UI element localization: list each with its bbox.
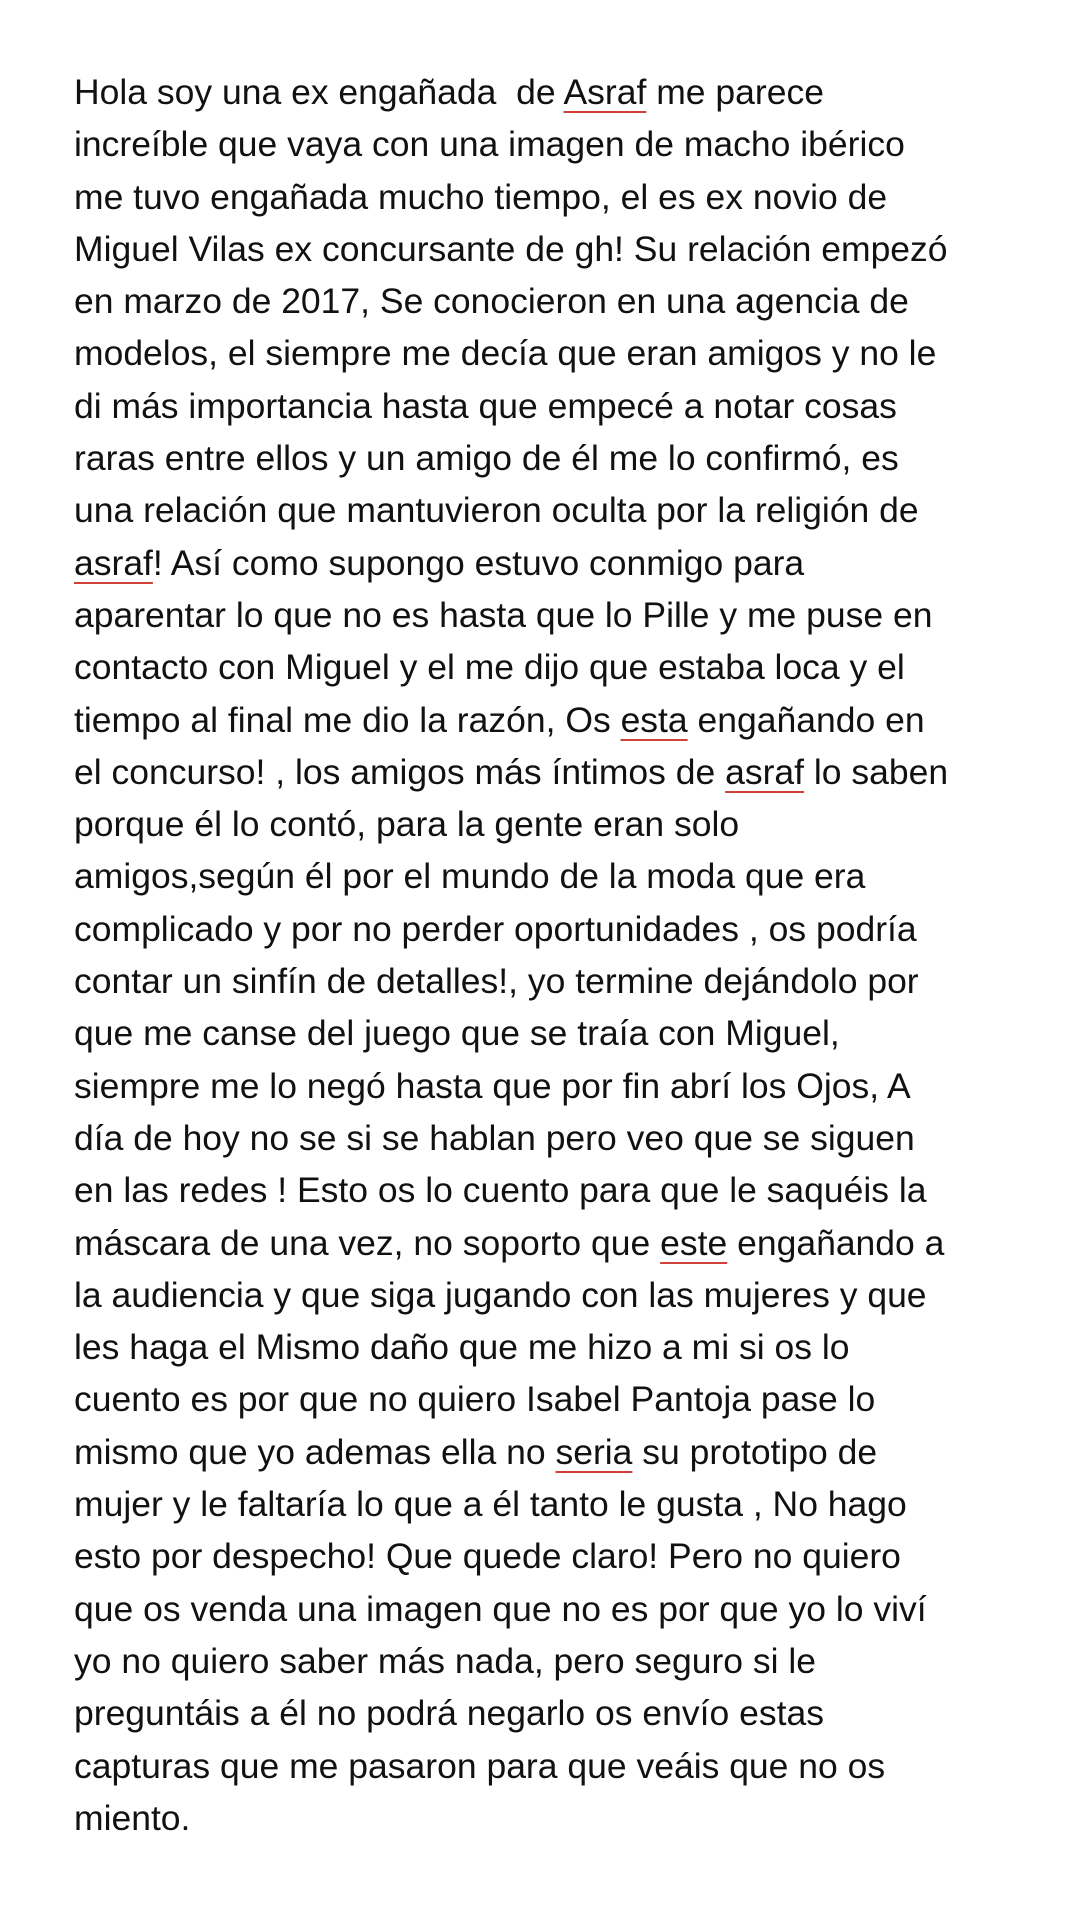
spellcheck-flagged-word: asraf <box>725 751 805 792</box>
text-segment: raras entre ellos y un amigo de él me lo confirmó, es <box>74 438 899 479</box>
text-line <box>74 1112 1034 1164</box>
text-segment: tiempo al final me dio la razón, Os <box>74 699 621 740</box>
text-line <box>74 327 1034 379</box>
text-segment: máscara de una vez, no soporto que <box>74 1222 661 1263</box>
text-segment: una relación que mantuvieron oculta por la religión de <box>74 490 919 531</box>
text-segment: la audiencia y que siga jugando con las mujeres y que <box>74 1274 927 1315</box>
text-segment: complicado y por no perder oportunidades , os podría <box>74 908 917 949</box>
text-segment: me parece <box>646 72 824 112</box>
text-segment: que os venda una imagen que no es por que yo lo viví <box>74 1588 927 1629</box>
text-line <box>74 537 1034 589</box>
text-line <box>74 903 1034 955</box>
spellcheck-flagged-word: esta <box>620 699 688 740</box>
text-line <box>74 171 1034 223</box>
text-segment: modelos, el siempre me decía que eran amigos y no le <box>74 333 937 374</box>
text-line <box>74 1478 1034 1530</box>
text-line <box>74 1530 1034 1582</box>
text-segment: siempre me lo negó hasta que por fin abrí los Ojos, A <box>74 1065 911 1106</box>
text-segment: increíble que vaya con una imagen de macho ibérico <box>74 124 905 165</box>
text-line <box>74 223 1034 275</box>
text-segment: yo no quiero saber más nada, pero seguro si le <box>74 1640 816 1681</box>
text-line <box>74 1007 1034 1059</box>
text-segment: engañando a <box>727 1222 945 1263</box>
text-segment: lo saben <box>804 751 949 792</box>
text-segment: capturas que me pasaron para que veáis que no os <box>74 1745 886 1786</box>
text-segment: miento. <box>74 1797 191 1838</box>
text-segment: contar un sinfín de detalles!, yo termine dejándolo por <box>74 961 919 1002</box>
text-line <box>74 798 1034 850</box>
text-segment: cuento es por que no quiero Isabel Pantoja pase lo <box>74 1379 876 1420</box>
spellcheck-flagged-word: asraf <box>74 542 153 583</box>
text-line <box>74 275 1034 327</box>
text-line <box>74 746 1034 798</box>
text-segment: me tuvo engañada mucho tiempo, el es ex novio de <box>74 176 888 217</box>
text-segment: di más importancia hasta que empecé a notar cosas <box>74 385 897 426</box>
text-segment: su prototipo de <box>632 1431 878 1472</box>
text-segment: ! Así como supongo estuvo conmigo para <box>152 542 805 583</box>
text-line <box>74 1321 1034 1373</box>
text-line <box>74 118 1034 170</box>
text-segment: en las redes ! Esto os lo cuento para que le saquéis la <box>74 1170 927 1211</box>
text-segment: esto por despecho! Que quede claro! Pero no quiero <box>74 1536 901 1577</box>
text-segment: mujer y le faltaría lo que a él tanto le gusta , No hago <box>74 1484 907 1525</box>
text-line <box>74 1740 1034 1792</box>
text-segment: el concurso! , los amigos más íntimos de <box>74 751 726 792</box>
text-segment: preguntáis a él no podrá negarlo os envío estas <box>74 1693 824 1734</box>
text-segment: Hola soy una ex engañada de <box>74 72 564 112</box>
text-segment: les haga el Mismo daño que me hizo a mi si os lo <box>74 1327 850 1368</box>
text-line <box>74 1792 1034 1844</box>
text-line <box>74 955 1034 1007</box>
text-line <box>74 1583 1034 1635</box>
text-segment: Miguel Vilas ex concursante de gh! Su relación empezó <box>74 228 948 269</box>
text-line <box>74 1373 1034 1425</box>
text-line <box>74 380 1034 432</box>
text-line <box>74 641 1034 693</box>
text-segment: aparentar lo que no es hasta que lo Pille y me puse en <box>74 594 933 635</box>
text-line <box>74 66 1034 118</box>
text-line <box>74 1687 1034 1739</box>
spellcheck-flagged-word: Asraf <box>563 72 647 112</box>
text-line <box>74 1060 1034 1112</box>
text-segment: día de hoy no se si se hablan pero veo que se siguen <box>74 1117 915 1158</box>
text-segment: mismo que yo ademas ella no <box>74 1431 556 1472</box>
text-segment: en marzo de 2017, Se conocieron en una agencia de <box>74 281 909 322</box>
spellcheck-flagged-word: seria <box>555 1431 633 1472</box>
text-line <box>74 1217 1034 1269</box>
spellcheck-flagged-word: este <box>660 1222 728 1263</box>
text-line <box>74 484 1034 536</box>
text-segment: engañando en <box>687 699 925 740</box>
text-line <box>74 1635 1034 1687</box>
text-segment: que me canse del juego que se traía con Miguel, <box>74 1013 840 1054</box>
text-line <box>74 694 1034 746</box>
text-line <box>74 1426 1034 1478</box>
text-line <box>74 1269 1034 1321</box>
text-line <box>74 850 1034 902</box>
text-line <box>74 432 1034 484</box>
text-segment: porque él lo contó, para la gente eran solo <box>74 804 740 845</box>
text-segment: amigos,según él por el mundo de la moda que era <box>74 856 866 897</box>
text-segment: contacto con Miguel y el me dijo que estaba loca y el <box>74 647 905 688</box>
text-line <box>74 589 1034 641</box>
document-text <box>74 66 1034 1844</box>
text-line <box>74 1164 1034 1216</box>
